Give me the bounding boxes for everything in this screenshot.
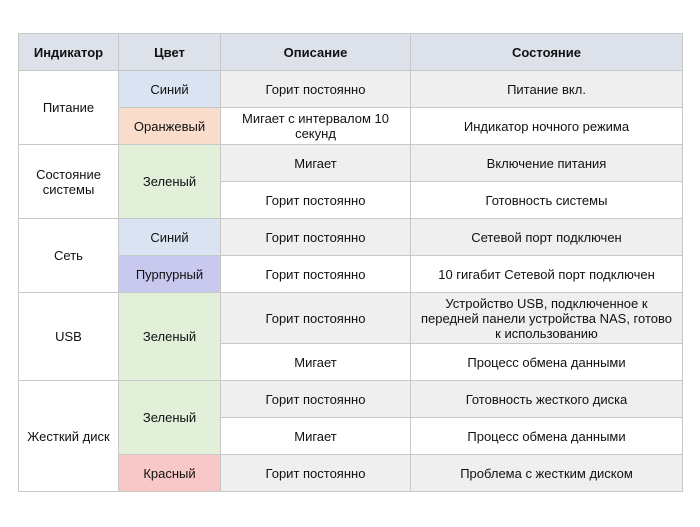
description-cell: Мигает bbox=[221, 418, 411, 455]
table-row bbox=[19, 108, 683, 145]
color-cell: Синий bbox=[119, 219, 221, 256]
table-row bbox=[19, 256, 683, 293]
indicator-usb: USB bbox=[19, 293, 119, 381]
color-cell: Зеленый bbox=[119, 145, 221, 219]
header-row bbox=[19, 34, 683, 71]
indicator-power: Питание bbox=[19, 71, 119, 145]
color-cell: Синий bbox=[119, 71, 221, 108]
status-cell: Процесс обмена данными bbox=[411, 418, 683, 455]
table-row bbox=[19, 145, 683, 182]
description-cell: Горит постоянно bbox=[221, 71, 411, 108]
table-row bbox=[19, 293, 683, 344]
status-cell: Включение питания bbox=[411, 145, 683, 182]
color-cell: Зеленый bbox=[119, 381, 221, 455]
status-cell: Процесс обмена данными bbox=[411, 344, 683, 381]
indicator-network: Сеть bbox=[19, 219, 119, 293]
status-cell: Готовность системы bbox=[411, 182, 683, 219]
table-row bbox=[19, 71, 683, 108]
description-cell: Мигает bbox=[221, 344, 411, 381]
status-cell: 10 гигабит Сетевой порт подключен bbox=[411, 256, 683, 293]
status-cell: Сетевой порт подключен bbox=[411, 219, 683, 256]
header-status: Состояние bbox=[411, 34, 683, 71]
color-cell: Красный bbox=[119, 455, 221, 492]
color-cell: Зеленый bbox=[119, 293, 221, 381]
header-color: Цвет bbox=[119, 34, 221, 71]
header-indicator: Индикатор bbox=[19, 34, 119, 71]
description-cell: Горит постоянно bbox=[221, 219, 411, 256]
status-cell: Питание вкл. bbox=[411, 71, 683, 108]
description-cell: Горит постоянно bbox=[221, 256, 411, 293]
description-cell: Горит постоянно bbox=[221, 182, 411, 219]
status-cell: Устройство USB, подключенное к передней панели устройства NAS, готово к использованию bbox=[411, 293, 683, 344]
header-description: Описание bbox=[221, 34, 411, 71]
description-cell: Горит постоянно bbox=[221, 293, 411, 344]
description-cell: Мигает bbox=[221, 145, 411, 182]
led-indicator-table bbox=[18, 33, 683, 492]
status-cell: Готовность жесткого диска bbox=[411, 381, 683, 418]
table-row bbox=[19, 381, 683, 418]
indicator-system-status: Состояние системы bbox=[19, 145, 119, 219]
description-cell: Горит постоянно bbox=[221, 455, 411, 492]
color-cell: Оранжевый bbox=[119, 108, 221, 145]
table-row bbox=[19, 219, 683, 256]
description-cell: Горит постоянно bbox=[221, 381, 411, 418]
indicator-hard-disk: Жесткий диск bbox=[19, 381, 119, 492]
status-cell: Индикатор ночного режима bbox=[411, 108, 683, 145]
table-row bbox=[19, 455, 683, 492]
description-cell: Мигает с интервалом 10 секунд bbox=[221, 108, 411, 145]
color-cell: Пурпурный bbox=[119, 256, 221, 293]
status-cell: Проблема с жестким диском bbox=[411, 455, 683, 492]
